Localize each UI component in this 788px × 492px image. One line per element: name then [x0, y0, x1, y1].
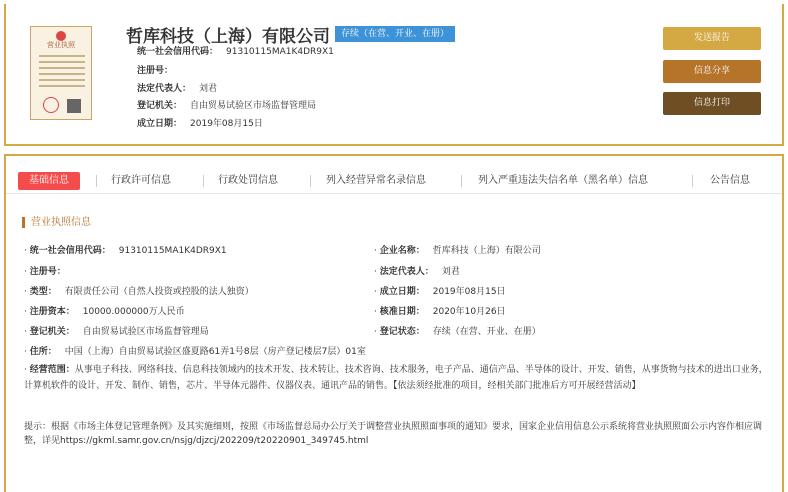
field-legal-rep: · 法定代表人： 刘君 — [374, 267, 460, 277]
tab-divider — [96, 175, 97, 187]
summary-reg-no — [137, 63, 181, 76]
license-text-lines — [39, 55, 85, 91]
field-credit-code: · 统一社会信用代码： 91310115MA1K4DR9X1 — [24, 246, 227, 256]
summary-established — [137, 116, 263, 129]
qr-code-icon — [67, 99, 81, 113]
field-approved: · 核准日期： 2020年10月26日 — [374, 307, 506, 317]
field-label: 企业名称： — [379, 246, 425, 256]
field-type: · 类型： 有限责任公司（自然人投资或控股的法人独资） — [24, 287, 254, 297]
send-report-button[interactable]: 发送报告 — [663, 27, 761, 50]
field-value: 自由贸易试验区市场监督管理局 — [82, 327, 209, 337]
summary-value: 自由贸易试验区市场监督管理局 — [190, 101, 317, 111]
company-name: 哲库科技（上海）有限公司 — [126, 27, 330, 47]
field-established: · 成立日期： 2019年08月15日 — [374, 287, 506, 297]
tab-announcements[interactable]: 公告信息 — [710, 175, 750, 186]
tab-divider — [203, 175, 204, 187]
summary-authority — [137, 98, 316, 111]
tab-bar — [6, 166, 782, 194]
detail-card — [4, 154, 784, 492]
field-reg-status: · 登记状态： 存续（在营、开业、在册） — [374, 327, 541, 337]
summary-legal-rep — [137, 81, 217, 94]
field-label: 法定代表人： — [379, 267, 434, 277]
field-company-name: · 企业名称： 哲库科技（上海）有限公司 — [374, 246, 541, 256]
field-value: 哲库科技（上海）有限公司 — [432, 246, 541, 256]
section-title: 营业执照信息 — [22, 217, 91, 228]
field-value: 91310115MA1K4DR9X1 — [118, 246, 227, 256]
business-scope: · 经营范围：从事电子科技、网络科技、信息科技领域内的技术开发、技术转让、技术咨询、技术服务，电子产品、通信产品、半导体的设计、开发、销售，从事货物与技术的进出口业务，计算机软件的设计、开发、制作、销售，芯片、半导体元器件、仪器仪表、通讯产品的销售。【依法须经批准的项目，经相关部门批准后方可开展经营活动】 — [24, 365, 768, 391]
summary-label: 统一社会信用代码： — [137, 47, 219, 57]
seal-icon — [43, 97, 59, 113]
status-badge: 存续（在营、开业、在册） — [335, 26, 455, 42]
field-label: 成立日期： — [379, 287, 425, 297]
field-authority: · 登记机关： 自由贸易试验区市场监督管理局 — [24, 327, 209, 337]
field-label: 注册资本： — [29, 307, 75, 317]
field-value: 有限责任公司（自然人投资或控股的法人独资） — [64, 287, 254, 297]
summary-value: 91310115MA1K4DR9X1 — [226, 47, 334, 57]
field-value: 存续（在营、开业、在册） — [432, 327, 541, 337]
field-label: 统一社会信用代码： — [29, 246, 111, 256]
field-value: 中国（上海）自由贸易试验区盛夏路61弄1号8层（房产登记楼层7层）01室 — [64, 347, 366, 357]
tab-divider — [310, 175, 311, 187]
field-capital: · 注册资本： 10000.000000万人民币 — [24, 307, 185, 317]
field-value: 2020年10月26日 — [432, 307, 506, 317]
scope-label: 经营范围： — [29, 365, 75, 375]
tab-basic-info[interactable]: 基础信息 — [18, 172, 80, 190]
summary-label: 成立日期： — [137, 119, 183, 129]
tab-divider — [461, 175, 462, 187]
tab-blacklist[interactable]: 列入严重违法失信名单（黑名单）信息 — [478, 175, 648, 186]
field-value: 刘君 — [441, 267, 460, 277]
business-license-thumbnail[interactable] — [30, 26, 92, 120]
field-label: 登记状态： — [379, 327, 425, 337]
summary-value: 2019年08月15日 — [190, 119, 263, 129]
field-label: 登记机关： — [29, 327, 75, 337]
print-info-button[interactable]: 信息打印 — [663, 92, 761, 115]
notice-text: 提示：根据《市场主体登记管理条例》及其实施细则，按照《市场监督总局办公厅关于调整营业执照照面事项的通知》要求，国家企业信用信息公示系统将营业执照照面公示内容作相应调整，详见https://gkml.samr.gov.cn/nsjg/djzcj/202209/t20220901_349745.html — [24, 422, 763, 446]
summary-label: 登记机关： — [137, 101, 183, 111]
summary-label: 法定代表人： — [137, 84, 192, 94]
field-value: 2019年08月15日 — [432, 287, 506, 297]
field-address: · 住所： 中国（上海）自由贸易试验区盛夏路61弄1号8层（房产登记楼层7层）01室 — [24, 347, 366, 357]
field-label: 核准日期： — [379, 307, 425, 317]
summary-label: 注册号： — [137, 66, 174, 76]
license-title: 营业执照 — [47, 41, 75, 49]
summary-value: 刘君 — [199, 84, 218, 94]
field-value: 10000.000000万人民币 — [82, 307, 185, 317]
scope-value: 从事电子科技、网络科技、信息科技领域内的技术开发、技术转让、技术咨询、技术服务，电子产品、通信产品、半导体的设计、开发、销售，从事货物与技术的进出口业务，计算机软件的设计、开发、制作、销售，芯片、半导体元器件、仪器仪表、通讯产品的销售。【依法须经批准的项目，经相关部门批准后方可开展经营活动】 — [24, 365, 768, 391]
field-reg-no: · 注册号： — [24, 267, 66, 277]
field-label: 类型： — [29, 287, 57, 297]
share-info-button[interactable]: 信息分享 — [663, 60, 761, 83]
summary-credit-code — [137, 44, 334, 57]
tab-admin-license[interactable]: 行政许可信息 — [111, 175, 171, 186]
tab-admin-penalty[interactable]: 行政处罚信息 — [218, 175, 278, 186]
tab-divider — [692, 175, 693, 187]
company-summary-card — [4, 4, 784, 146]
tab-abnormal-list[interactable]: 列入经营异常名录信息 — [326, 175, 426, 186]
field-label: 注册号： — [29, 267, 66, 277]
field-label: 住所： — [29, 347, 57, 357]
